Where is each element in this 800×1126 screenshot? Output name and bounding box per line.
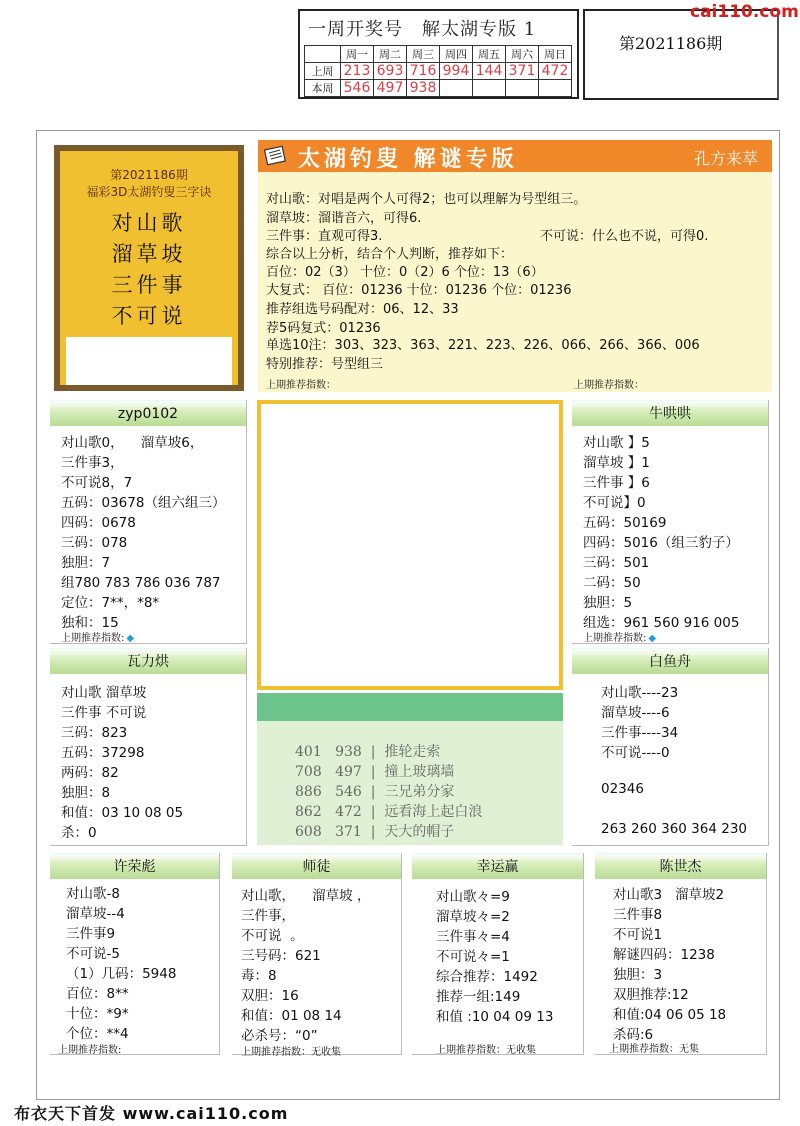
prediction-line: 双胆：16 <box>241 988 299 1004</box>
table-row <box>305 80 572 97</box>
prediction-line: 三件事 不可说 <box>61 705 147 721</box>
weekly-draw-title: 一周开奖号 解太湖专版 1 <box>308 19 537 40</box>
poem-list <box>257 721 563 845</box>
prediction-line: 和值:04 06 05 18 <box>613 1007 727 1023</box>
poem-numbers: 708 497 <box>295 764 362 780</box>
day-header: 周二 <box>374 46 407 63</box>
predictor-card-xurongbiao <box>50 853 220 1055</box>
diamond-icon: ◆ <box>648 633 657 644</box>
issue-panel <box>583 9 779 100</box>
draw-number <box>473 80 506 97</box>
prediction-line: 三件事8 <box>613 907 663 923</box>
prediction-line: 对山歌----23 <box>601 685 679 701</box>
prediction-line: 四码：5016（组三豹子） <box>583 535 739 551</box>
puzzle-line: 不可说：什么也不说，可得0. <box>540 229 709 244</box>
poem-numbers: 401 938 <box>295 744 362 760</box>
draw-number: 213 <box>341 63 374 80</box>
prediction-line: 杀：0 <box>61 825 97 841</box>
prediction-line: 对山歌0， 溜草坡6， <box>61 435 204 451</box>
prediction-line: 两码：82 <box>61 765 119 781</box>
day-header: 周五 <box>473 46 506 63</box>
recommend-index-label: 上期推荐指数： <box>266 380 336 391</box>
blank-area <box>261 404 559 686</box>
table-cell <box>305 46 341 63</box>
poem-text: 撞上玻璃墙 <box>384 764 455 780</box>
prediction-line: 对山歌3 溜草坡2 <box>613 887 725 903</box>
predictor-name: 师徒 <box>232 853 401 879</box>
prediction-line: 不可说8，7 <box>61 475 133 491</box>
prediction-line: 三件事----34 <box>601 725 679 741</box>
prediction-line: 不可说】0 <box>583 495 646 511</box>
predictor-name: 牛哄哄 <box>572 400 768 426</box>
prediction-line: 对山歌々=9 <box>436 889 510 905</box>
prediction-line: 独胆：7 <box>61 555 111 571</box>
center-image-frame <box>257 400 563 690</box>
recommend-index <box>61 629 134 644</box>
recommend-index-label: 上期推荐指数：无集 <box>609 1044 699 1055</box>
prediction-line: 三码：823 <box>61 725 128 741</box>
prediction-line: 独胆：5 <box>583 595 633 611</box>
diamond-icon: ◆ <box>126 633 135 644</box>
prediction-line: 杀码:6 <box>613 1027 654 1043</box>
draw-number <box>440 80 473 97</box>
puzzle-line: 特别推荐：号型组三 <box>266 357 384 372</box>
formula-card <box>54 145 244 391</box>
formula-line: 溜草坡 <box>111 242 187 266</box>
prediction-line: 毒：8 <box>241 968 277 984</box>
poem-text: 天大的帽子 <box>384 824 455 840</box>
weekly-draw-panel <box>298 9 579 99</box>
prediction-line: 解谜四码：1238 <box>613 947 715 963</box>
prediction-line: 对山歌-8 <box>66 886 120 902</box>
blank-area <box>66 337 232 385</box>
formula-line: 三件事 <box>111 273 187 297</box>
prediction-line: 独胆：8 <box>61 785 111 801</box>
poem-text: 远看海上起白浪 <box>384 804 483 820</box>
list-item: 886 546 | 三兄弟分家 <box>295 784 455 800</box>
prediction-line: 五码：50169 <box>583 515 667 531</box>
prediction-line: 溜草坡 】1 <box>583 455 650 471</box>
prediction-line: 组780 783 786 036 787 <box>61 575 221 591</box>
prediction-line: 和值：03 10 08 05 <box>61 805 184 821</box>
puzzle-title: 太湖钓叟 解谜专版 <box>298 146 518 172</box>
day-header: 周四 <box>440 46 473 63</box>
prediction-line: 263 260 360 364 230 <box>601 821 748 837</box>
predictor-card-zyp0102 <box>50 400 247 644</box>
predictor-card-niuhonghong <box>572 400 769 644</box>
prediction-line: 四码：0678 <box>61 515 136 531</box>
recommend-index-label: 上期推荐指数: <box>61 633 125 644</box>
poem-header-bar <box>257 693 563 721</box>
puzzle-line: 单选10注：303、323、363、221、223、226、066、266、366、006 <box>266 338 700 353</box>
puzzle-line: 推荐组选号码配对：06、12、33 <box>266 302 459 317</box>
formula-subtitle: 福彩3D太湖钓叟三字诀 <box>86 185 212 199</box>
prediction-line: 必杀号：“0” <box>241 1028 318 1044</box>
prediction-line: 和值：01 08 14 <box>241 1008 342 1024</box>
puzzle-author: 孔方来萃 <box>693 149 758 168</box>
weekly-draw-table <box>304 45 572 97</box>
puzzle-body <box>258 172 772 392</box>
poem-numbers: 886 546 <box>295 784 362 800</box>
prediction-line: 溜草坡々=2 <box>436 909 510 925</box>
puzzle-line: 荐5码复式：01236 <box>266 321 381 336</box>
predictor-name: 陈世杰 <box>595 853 766 879</box>
puzzle-line: 溜草坡：溜谐音六，可得6. <box>266 211 422 226</box>
recommend-index-label: 上期推荐指数: <box>583 633 647 644</box>
recommend-index-label: 上期推荐指数：无收集 <box>241 1047 341 1058</box>
prediction-line: 百位：8** <box>66 986 129 1002</box>
puzzle-line: 三件事：直观可得3. <box>266 229 383 244</box>
poem-numbers: 862 472 <box>295 804 362 820</box>
prediction-line: 三件事3， <box>61 455 124 471</box>
prediction-line: 不可说-5 <box>66 946 120 962</box>
day-header: 周一 <box>341 46 374 63</box>
formula-issue: 第2021186期 <box>110 168 188 182</box>
predictor-card-walihong <box>50 648 247 846</box>
recommend-index <box>583 629 656 644</box>
scroll-icon <box>264 145 288 167</box>
poem-text: 三兄弟分家 <box>384 784 455 800</box>
table-row <box>305 63 572 80</box>
puzzle-line: 大复式： 百位：01236 十位：01236 个位：01236 <box>266 283 572 298</box>
predictor-card-shitu <box>232 853 402 1058</box>
footer-text: 布衣天下首发 www.cai110.com <box>14 1104 289 1123</box>
list-item: 862 472 | 远看海上起白浪 <box>295 804 483 820</box>
day-header: 周六 <box>506 46 539 63</box>
prediction-line: 三件事9 <box>66 926 116 942</box>
draw-number: 546 <box>341 80 374 97</box>
draw-number: 938 <box>407 80 440 97</box>
prediction-line: 三码：078 <box>61 535 128 551</box>
prediction-line: 对山歌， 溜草坡 ， <box>241 888 371 904</box>
prediction-line: 02346 <box>601 781 644 797</box>
prediction-line: 独胆：3 <box>613 967 663 983</box>
formula-card-inner <box>60 151 238 385</box>
prediction-line: 定位：7**，*8* <box>61 595 160 611</box>
prediction-line: 溜草坡----6 <box>601 705 670 721</box>
draw-number <box>539 80 572 97</box>
prediction-line: 五码：37298 <box>61 745 145 761</box>
puzzle-header <box>258 140 772 172</box>
day-header: 周日 <box>539 46 572 63</box>
prediction-line: 综合推荐：1492 <box>436 969 538 985</box>
prediction-line: 三件事 】6 <box>583 475 650 491</box>
list-item: 401 938 | 推轮走索 <box>295 744 441 760</box>
formula-line: 对山歌 <box>111 211 187 235</box>
puzzle-line: 对山歌：对唱是两个人可得2；也可以理解为号型组三。 <box>266 192 587 207</box>
draw-number: 693 <box>374 63 407 80</box>
predictor-name: 幸运赢 <box>412 853 583 879</box>
prediction-line: 三号码：621 <box>241 948 321 964</box>
prediction-line: 三件事々=4 <box>436 929 510 945</box>
poem-numbers: 608 371 <box>295 824 362 840</box>
prediction-line: 不可说----0 <box>601 745 670 761</box>
predictor-name: 许荣彪 <box>50 853 219 879</box>
draw-number: 144 <box>473 63 506 80</box>
prediction-line: 个位：**4 <box>66 1026 129 1042</box>
draw-number: 472 <box>539 63 572 80</box>
formula-line: 不可说 <box>111 304 187 328</box>
prediction-line: 推荐一组:149 <box>436 989 521 1005</box>
prediction-line: 对山歌 】5 <box>583 435 650 451</box>
prediction-line: 独和：15 <box>61 615 119 631</box>
prediction-line: 三件事， <box>241 908 295 924</box>
prediction-line: 三码：501 <box>583 555 650 571</box>
prediction-line: 组选：961 560 916 005 <box>583 615 740 631</box>
prediction-line: 不可说 。 <box>241 928 304 944</box>
site-logo[interactable]: cai110.com <box>690 2 799 22</box>
recommend-index-label: 上期推荐指数： <box>574 380 644 391</box>
prediction-line: 溜草坡--4 <box>66 906 125 922</box>
list-item: 708 497 | 撞上玻璃墙 <box>295 764 455 780</box>
table-row <box>305 46 572 63</box>
prediction-line: 十位：*9* <box>66 1006 129 1022</box>
prediction-line: 不可说々=1 <box>436 949 510 965</box>
prediction-line: 二码：50 <box>583 575 641 591</box>
draw-number <box>506 80 539 97</box>
predictor-card-chenshijie <box>595 853 767 1055</box>
recommend-index-label: 上期推荐指数：无收集 <box>436 1045 536 1056</box>
predictor-name: 瓦力烘 <box>50 648 246 674</box>
prediction-line: 双胆推荐:12 <box>613 987 689 1003</box>
prediction-line: （1）几码：5948 <box>66 966 177 982</box>
prediction-line: 五码：03678（组六组三） <box>61 495 226 511</box>
row-label: 上周 <box>305 63 341 80</box>
prediction-line: 和值 :10 04 09 13 <box>436 1009 554 1025</box>
day-header: 周三 <box>407 46 440 63</box>
draw-number: 994 <box>440 63 473 80</box>
predictor-card-baiyuzhou <box>572 648 769 846</box>
list-item: 608 371 | 天大的帽子 <box>295 824 455 840</box>
issue-number: 第2021186期 <box>619 34 723 53</box>
row-label: 本周 <box>305 80 341 97</box>
prediction-line: 对山歌 溜草坡 <box>61 685 147 701</box>
predictor-name: 白鱼舟 <box>572 648 768 674</box>
puzzle-line: 综合以上分析，结合个人判断，推荐如下： <box>266 247 514 262</box>
draw-number: 497 <box>374 80 407 97</box>
poem-text: 推轮走索 <box>384 744 441 760</box>
draw-number: 371 <box>506 63 539 80</box>
puzzle-line: 百位：02（3） 十位：0（2）6 个位：13（6） <box>266 265 544 280</box>
recommend-index-label: 上期推荐指数: <box>58 1045 122 1056</box>
prediction-line: 不可说1 <box>613 927 663 943</box>
predictor-name: zyp0102 <box>50 400 246 426</box>
draw-number: 716 <box>407 63 440 80</box>
predictor-card-xingyunying <box>412 853 584 1055</box>
